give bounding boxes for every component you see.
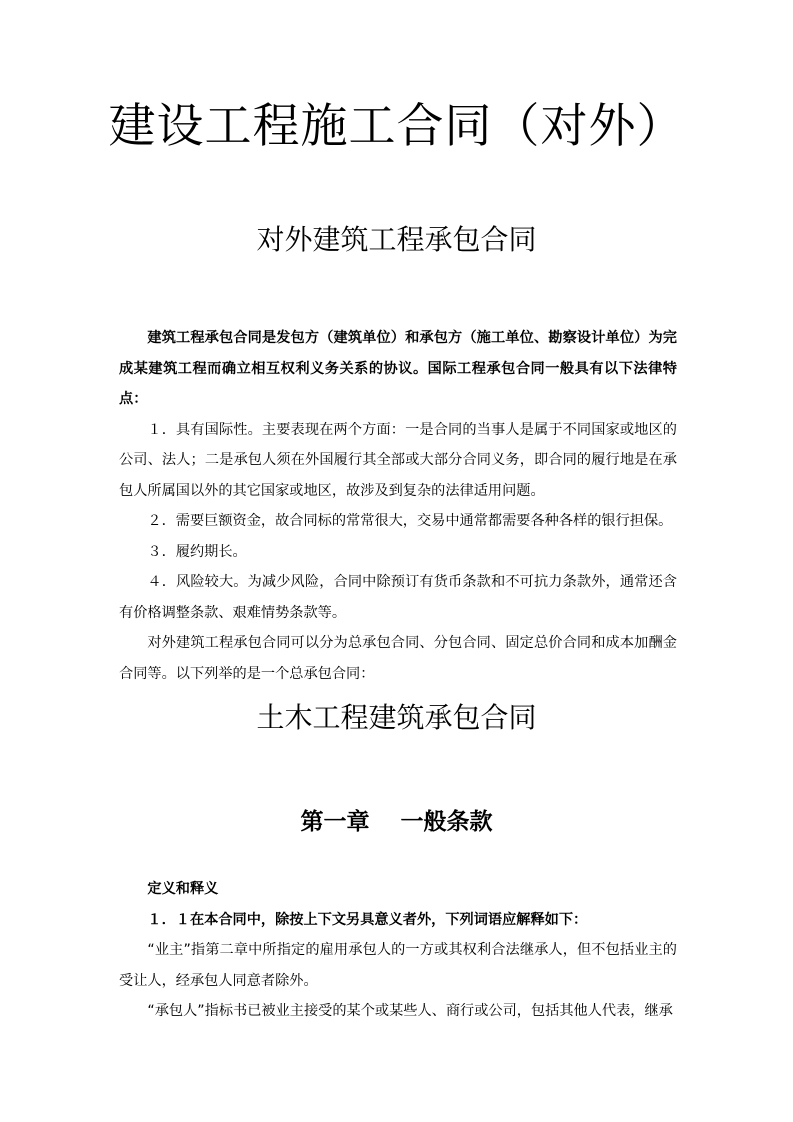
definitions-section <box>119 874 677 1027</box>
definition-owner: “业主”指第二章中所指定的雇用承包人的一方或其权利合法继承人，但不包括业主的受让人，经承包人同意者除外。 <box>119 942 677 989</box>
intro-paragraph: 建筑工程承包合同是发包方（建筑单位）和承包方（施工单位、勘察设计单位）为完成某建筑工程而确立相互权利义务关系的协议。国际工程承包合同一般具有以下法律特点： <box>119 330 677 407</box>
chapter-heading: 第一章 一般条款 <box>300 808 493 835</box>
clause-1-1: １．１在本合同中，除按上下文另具意义者外，下列词语应解释如下： <box>147 911 588 928</box>
document-title: 建设工程施工合同（对外） <box>108 99 685 154</box>
point-paragraph-2: ２．需要巨额资金，故合同标的常常很大，交易中通常都需要各种各样的银行担保。 <box>147 513 673 529</box>
classification-paragraph: 对外建筑工程承包合同可以分为总承包合同、分包合同、固定总价合同和成本加酬金合同等。以下列举的是一个总承包合同： <box>119 635 677 682</box>
section-title-civil-contract: 土木工程建筑承包合同 <box>256 701 537 734</box>
point-paragraph-1: １．具有国际性。主要表现在两个方面：一是合同的当事人是属于不同国家或地区的公司、法人；二是承包人须在外国履行其全部或大部分合同义务，即合同的履行地是在承包人所属国以外的其它国家或地区，故涉及到复杂的法律适用问题。 <box>119 421 677 499</box>
definitions-heading: 定义和释义 <box>147 881 219 897</box>
point-paragraph-3: ３．履约期长。 <box>147 543 247 560</box>
point-paragraph-4: ４．风险较大。为减少风险，合同中除预订有货币条款和不可抗力条款外，通常还含有价格调整条款、艰难情势条款等。 <box>119 574 677 621</box>
section-title-foreign-contract: 对外建筑工程承包合同 <box>256 223 537 256</box>
intro-section <box>119 323 677 689</box>
definition-contractor: “承包人”指标书已被业主接受的某个或某些人、商行或公司，包括其他人代表，继承 <box>147 1003 673 1019</box>
